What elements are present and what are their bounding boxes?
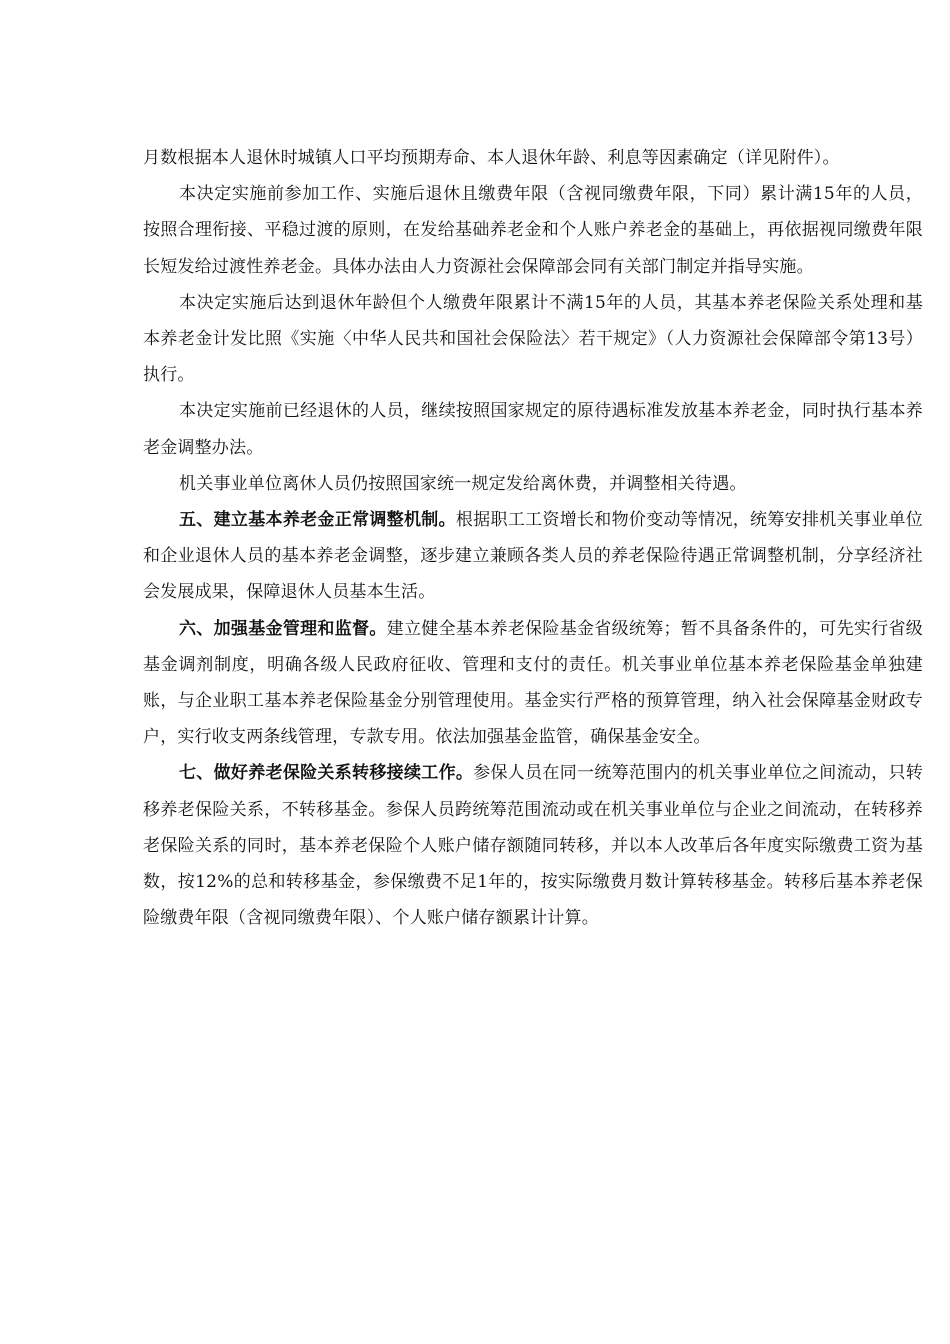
section-five <box>143 502 923 611</box>
paragraph-transitional-pension: 本决定实施前参加工作、实施后退休且缴费年限（含视同缴费年限，下同）累计满15年的人员，按照合理衔接、平稳过渡的原则，在发给基础养老金和个人账户养老金的基础上，再依据视同缴费年限长短发给过渡性养老金。具体办法由人力资源社会保障部会同有关部门制定并指导实施。 <box>143 184 923 277</box>
section-five-heading: 五、建立基本养老金正常调整机制。 <box>179 510 456 531</box>
section-seven <box>143 755 923 936</box>
section-six <box>143 611 923 756</box>
paragraph-lixiu-personnel: 机关事业单位离休人员仍按照国家统一规定发给离休费，并调整相关待遇。 <box>179 473 747 494</box>
section-six-text: 建立健全基本养老保险基金省级统筹；暂不具备条件的，可先实行省级基金调剂制度，明确各级人民政府征收、管理和支付的责任。机关事业单位基本养老保险基金单独建账，与企业职工基本养老保险基金分别管理使用。基金实行严格的预算管理，纳入社会保障基金财政专户，实行收支两条线管理，专款专用。依法加强基金监管，确保基金安全。 <box>143 618 923 748</box>
paragraph-already-retired: 本决定实施前已经退休的人员，继续按照国家规定的原待遇标准发放基本养老金，同时执行基本养老金调整办法。 <box>143 401 923 458</box>
paragraph-under-15-years: 本决定实施后达到退休年龄但个人缴费年限累计不满15年的人员，其基本养老保险关系处理和基本养老金计发比照《实施〈中华人民共和国社会保险法〉若干规定》（人力资源社会保障部令第13号）执行。 <box>143 292 923 386</box>
document-body <box>143 140 923 936</box>
section-seven-text: 参保人员在同一统筹范围内的机关事业单位之间流动，只转移养老保险关系，不转移基金。参保人员跨统筹范围流动或在机关事业单位与企业之间流动，在转移养老保险关系的同时，基本养老保险个人账户储存额随同转移，并以本人改革后各年度实际缴费工资为基数，按12%的总和转移基金，参保缴费不足1年的，按实际缴费月数计算转移基金。转移后基本养老保险缴费年限（含视同缴费年限）、个人账户储存额累计计算。 <box>143 763 923 929</box>
paragraph-continuation: 月数根据本人退休时城镇人口平均预期寿命、本人退休年龄、利息等因素确定（详见附件）。 <box>143 148 840 168</box>
section-seven-heading: 七、做好养老保险关系转移接续工作。 <box>179 763 474 784</box>
section-six-heading: 六、加强基金管理和监督。 <box>179 618 387 639</box>
section-five-text: 根据职工工资增长和物价变动等情况，统筹安排机关事业单位和企业退休人员的基本养老金调整，逐步建立兼顾各类人员的养老保险待遇正常调整机制，分享经济社会发展成果，保障退休人员基本生活。 <box>143 510 923 603</box>
